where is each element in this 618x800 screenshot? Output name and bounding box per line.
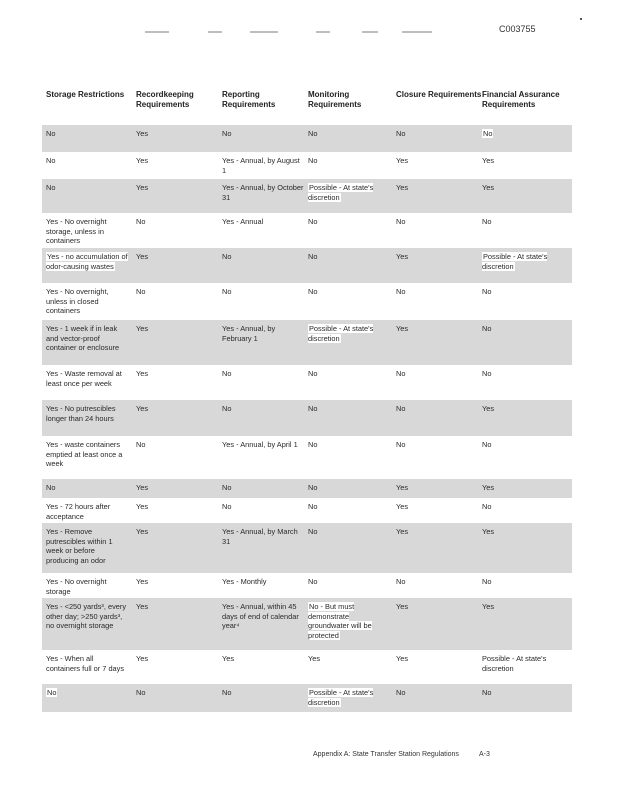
cell-storage xyxy=(46,369,128,388)
cell-text: No xyxy=(482,577,492,586)
cell-closure xyxy=(396,252,478,262)
column-headers xyxy=(42,86,572,126)
cell-storage xyxy=(46,287,128,316)
cell-text: Yes - Annual xyxy=(222,217,264,226)
cell-recordkeeping xyxy=(136,324,218,334)
header-recordkeeping: Recordkeeping Requirements xyxy=(136,90,194,109)
cell-text: Yes - No overnight, unless in closed containers xyxy=(46,287,109,316)
cell-reporting xyxy=(222,654,304,664)
cell-closure xyxy=(396,287,478,297)
table-row xyxy=(42,320,572,365)
cell-recordkeeping xyxy=(136,156,218,166)
cell-storage xyxy=(46,654,128,673)
cell-text: Yes xyxy=(396,252,409,261)
cell-monitoring xyxy=(308,404,390,414)
cell-recordkeeping xyxy=(136,404,218,414)
cell-closure xyxy=(396,502,478,512)
cell-financial xyxy=(482,324,564,334)
cell-storage xyxy=(46,527,128,565)
cell-monitoring xyxy=(308,602,390,640)
cell-text: Yes - Annual, by February 1 xyxy=(222,324,276,343)
cell-text: No xyxy=(222,483,232,492)
cell-storage xyxy=(46,252,128,271)
cell-text: Yes xyxy=(482,156,495,165)
cell-recordkeeping xyxy=(136,287,218,297)
cell-text: No xyxy=(308,217,318,226)
cell-monitoring xyxy=(308,183,390,202)
cell-text: No xyxy=(308,577,318,586)
cell-text: No - But must demonstrate groundwater will be protected xyxy=(308,602,372,640)
table-row xyxy=(42,179,572,213)
cell-storage xyxy=(46,502,128,521)
cell-recordkeeping xyxy=(136,483,218,493)
cell-text: No xyxy=(396,688,406,697)
cell-text: No xyxy=(482,217,492,226)
cell-storage xyxy=(46,483,128,493)
cell-text: Yes xyxy=(136,324,149,333)
cell-reporting xyxy=(222,440,304,450)
cell-recordkeeping xyxy=(136,369,218,379)
cell-monitoring xyxy=(308,527,390,537)
cell-reporting xyxy=(222,156,304,175)
cell-text: No xyxy=(47,688,57,697)
cell-monitoring xyxy=(308,369,390,379)
cell-text: Yes xyxy=(136,577,149,586)
cell-text: Yes xyxy=(482,602,495,611)
cell-text: Yes - Waste removal at least once per week xyxy=(46,369,122,388)
cell-text: Yes xyxy=(222,654,235,663)
page-number: A-3 xyxy=(478,751,490,758)
cell-text: Yes xyxy=(482,404,495,413)
cell-text: Yes - Monthly xyxy=(222,577,267,586)
cell-closure xyxy=(396,577,478,587)
cell-text: Yes - Annual, by March 31 xyxy=(222,527,298,546)
cell-recordkeeping xyxy=(136,577,218,587)
cell-recordkeeping xyxy=(136,440,218,450)
cell-reporting xyxy=(222,129,304,139)
cell-text: Yes xyxy=(308,654,321,663)
cell-text: Possible - At state's discretion xyxy=(482,252,548,271)
cell-recordkeeping xyxy=(136,129,218,139)
cell-reporting xyxy=(222,252,304,262)
cell-text: No xyxy=(46,156,56,165)
cell-text: No xyxy=(396,577,406,586)
document-id: C003755 xyxy=(499,24,536,34)
cell-financial xyxy=(482,252,564,271)
cell-text: No xyxy=(308,252,318,261)
cell-text: No xyxy=(308,502,318,511)
cell-closure xyxy=(396,404,478,414)
cell-text: Yes - Annual, within 45 days of end of calendar year⁴ xyxy=(222,602,299,631)
table-row xyxy=(42,248,572,283)
cell-financial xyxy=(482,217,564,227)
cell-closure xyxy=(396,602,478,612)
cell-text: Yes - Remove putrescibles within 1 week or before producing an odor xyxy=(46,527,113,565)
cell-financial xyxy=(482,577,564,587)
cell-text: Yes xyxy=(136,129,149,138)
cell-text: Yes - waste containers emptied at least once a week xyxy=(46,440,123,469)
cell-reporting xyxy=(222,602,304,631)
table-row xyxy=(42,684,572,712)
cell-text: No xyxy=(396,440,406,449)
cell-closure xyxy=(396,183,478,193)
cell-text: Yes - Annual, by August 1 xyxy=(222,156,300,175)
cell-text: No xyxy=(396,369,406,378)
cell-storage xyxy=(46,324,128,353)
cell-text: Yes xyxy=(136,156,149,165)
cell-recordkeeping xyxy=(136,502,218,512)
cell-text: No xyxy=(396,129,406,138)
cell-financial xyxy=(482,502,564,512)
cell-monitoring xyxy=(308,654,390,664)
table-row xyxy=(42,400,572,436)
cell-reporting xyxy=(222,688,304,698)
cell-storage xyxy=(46,602,128,631)
cell-text: No xyxy=(222,369,232,378)
cell-recordkeeping xyxy=(136,252,218,262)
cell-reporting xyxy=(222,577,304,587)
cell-monitoring xyxy=(308,217,390,227)
cell-text: No xyxy=(308,287,318,296)
cell-text: Yes - no accumulation of odor-causing wastes xyxy=(46,252,128,271)
cell-monitoring xyxy=(308,440,390,450)
cell-text: Yes xyxy=(396,527,409,536)
cell-text: No xyxy=(222,688,232,697)
cell-text: Yes xyxy=(482,527,495,536)
scan-speck xyxy=(580,18,582,20)
header-storage: Storage Restrictions xyxy=(46,90,125,99)
cell-reporting xyxy=(222,527,304,546)
cell-text: Yes xyxy=(136,483,149,492)
cell-monitoring xyxy=(308,577,390,587)
cell-text: Yes xyxy=(396,654,409,663)
cell-reporting xyxy=(222,324,304,343)
cell-text: Yes - When all containers full or 7 days xyxy=(46,654,125,673)
cell-text: No xyxy=(483,129,493,138)
table-row xyxy=(42,523,572,573)
cell-financial xyxy=(482,156,564,166)
cell-text: Yes xyxy=(396,602,409,611)
cell-closure xyxy=(396,527,478,537)
cell-text: Yes xyxy=(482,483,495,492)
cell-text: Yes xyxy=(136,369,149,378)
cell-financial xyxy=(482,440,564,450)
header-monitoring: Monitoring Requirements xyxy=(308,90,362,109)
cell-storage xyxy=(46,156,128,166)
cell-text: No xyxy=(46,183,56,192)
cell-storage xyxy=(46,183,128,193)
table-row xyxy=(42,498,572,523)
cell-financial xyxy=(482,404,564,414)
cell-closure xyxy=(396,324,478,334)
cell-text: No xyxy=(482,440,492,449)
cell-text: Yes - <250 yards³, every other day; >250 yards³, no overnight storage xyxy=(46,602,127,631)
cell-monitoring xyxy=(308,252,390,262)
cell-text: Yes xyxy=(136,404,149,413)
cell-text: No xyxy=(482,287,492,296)
cell-text: Yes xyxy=(396,324,409,333)
cell-text: Possible - At state's discretion xyxy=(308,688,374,707)
cell-monitoring xyxy=(308,688,390,707)
cell-text: No xyxy=(396,287,406,296)
cell-text: Yes xyxy=(482,183,495,192)
table-row xyxy=(42,650,572,684)
table-row xyxy=(42,365,572,400)
cell-financial xyxy=(482,688,564,698)
cell-text: Yes - No putrescibles longer than 24 hours xyxy=(46,404,116,423)
cell-financial xyxy=(482,183,564,193)
cell-closure xyxy=(396,156,478,166)
cell-text: No xyxy=(136,440,146,449)
header-closure: Closure Requirements xyxy=(396,90,482,99)
cell-recordkeeping xyxy=(136,217,218,227)
cell-text: No xyxy=(136,287,146,296)
cell-storage xyxy=(46,217,128,246)
table-row xyxy=(42,283,572,320)
cell-reporting xyxy=(222,502,304,512)
cell-text: No xyxy=(222,129,232,138)
faded-header-text xyxy=(140,31,440,35)
cell-financial xyxy=(482,654,564,673)
cell-text: Yes xyxy=(396,483,409,492)
cell-text: No xyxy=(308,156,318,165)
cell-closure xyxy=(396,483,478,493)
cell-monitoring xyxy=(308,287,390,297)
cell-text: No xyxy=(46,129,56,138)
cell-closure xyxy=(396,654,478,664)
cell-text: No xyxy=(308,483,318,492)
cell-text: No xyxy=(308,129,318,138)
cell-text: Yes xyxy=(396,183,409,192)
cell-text: Yes xyxy=(136,654,149,663)
cell-financial xyxy=(482,287,564,297)
cell-storage xyxy=(46,129,128,139)
header-financial: Financial Assurance Requirements xyxy=(482,90,560,109)
cell-text: Yes - No overnight storage xyxy=(46,577,107,596)
cell-text: Yes xyxy=(396,156,409,165)
cell-text: Possible - At state's discretion xyxy=(482,654,547,673)
cell-closure xyxy=(396,217,478,227)
cell-text: No xyxy=(308,527,318,536)
cell-monitoring xyxy=(308,483,390,493)
cell-reporting xyxy=(222,183,304,202)
cell-financial xyxy=(482,527,564,537)
cell-text: Yes xyxy=(136,502,149,511)
cell-text: No xyxy=(222,287,232,296)
cell-monitoring xyxy=(308,129,390,139)
cell-text: No xyxy=(222,252,232,261)
cell-text: Possible - At state's discretion xyxy=(308,324,374,343)
cell-text: No xyxy=(222,404,232,413)
cell-recordkeeping xyxy=(136,602,218,612)
cell-text: Yes xyxy=(136,183,149,192)
cell-recordkeeping xyxy=(136,654,218,664)
cell-financial xyxy=(482,483,564,493)
cell-recordkeeping xyxy=(136,183,218,193)
table-row xyxy=(42,598,572,650)
cell-text: No xyxy=(136,688,146,697)
table-row xyxy=(42,213,572,248)
table-row xyxy=(42,152,572,179)
cell-text: Yes xyxy=(136,252,149,261)
cell-text: Yes - No overnight storage, unless in containers xyxy=(46,217,107,246)
cell-text: No xyxy=(308,369,318,378)
cell-storage xyxy=(46,440,128,469)
cell-text: Possible - At state's discretion xyxy=(308,183,374,202)
cell-storage xyxy=(46,404,128,423)
regulations-table xyxy=(42,125,572,712)
cell-closure xyxy=(396,129,478,139)
cell-storage xyxy=(46,577,128,596)
cell-text: Yes xyxy=(136,527,149,536)
cell-text: Yes - Annual, by October 31 xyxy=(222,183,304,202)
cell-financial xyxy=(482,369,564,379)
footer-title: Appendix A: State Transfer Station Regulations xyxy=(313,751,459,758)
table-row xyxy=(42,125,572,152)
page-footer xyxy=(313,751,490,758)
cell-text: No xyxy=(396,404,406,413)
cell-storage xyxy=(46,688,128,698)
cell-closure xyxy=(396,369,478,379)
cell-text: No xyxy=(482,324,492,333)
cell-monitoring xyxy=(308,324,390,343)
cell-reporting xyxy=(222,483,304,493)
cell-monitoring xyxy=(308,156,390,166)
cell-reporting xyxy=(222,287,304,297)
table-row xyxy=(42,479,572,498)
table-row xyxy=(42,436,572,479)
cell-recordkeeping xyxy=(136,527,218,537)
cell-financial xyxy=(482,602,564,612)
cell-reporting xyxy=(222,369,304,379)
cell-text: Yes - 72 hours after acceptance xyxy=(46,502,111,521)
cell-reporting xyxy=(222,217,304,227)
cell-closure xyxy=(396,440,478,450)
table-row xyxy=(42,573,572,598)
cell-monitoring xyxy=(308,502,390,512)
cell-closure xyxy=(396,688,478,698)
cell-text: Yes - Annual, by April 1 xyxy=(222,440,298,449)
cell-text: Yes xyxy=(396,502,409,511)
cell-text: No xyxy=(308,404,318,413)
cell-text: No xyxy=(222,502,232,511)
cell-text: Yes - 1 week if in leak and vector-proof container or enclosure xyxy=(46,324,120,353)
cell-text: No xyxy=(396,217,406,226)
cell-text: No xyxy=(308,440,318,449)
cell-reporting xyxy=(222,404,304,414)
cell-recordkeeping xyxy=(136,688,218,698)
cell-text: No xyxy=(482,502,492,511)
cell-text: No xyxy=(482,688,492,697)
cell-text: No xyxy=(136,217,146,226)
cell-text: No xyxy=(46,483,56,492)
header-reporting: Reporting Requirements xyxy=(222,90,276,109)
cell-financial xyxy=(482,129,564,139)
cell-text: No xyxy=(482,369,492,378)
cell-text: Yes xyxy=(136,602,149,611)
